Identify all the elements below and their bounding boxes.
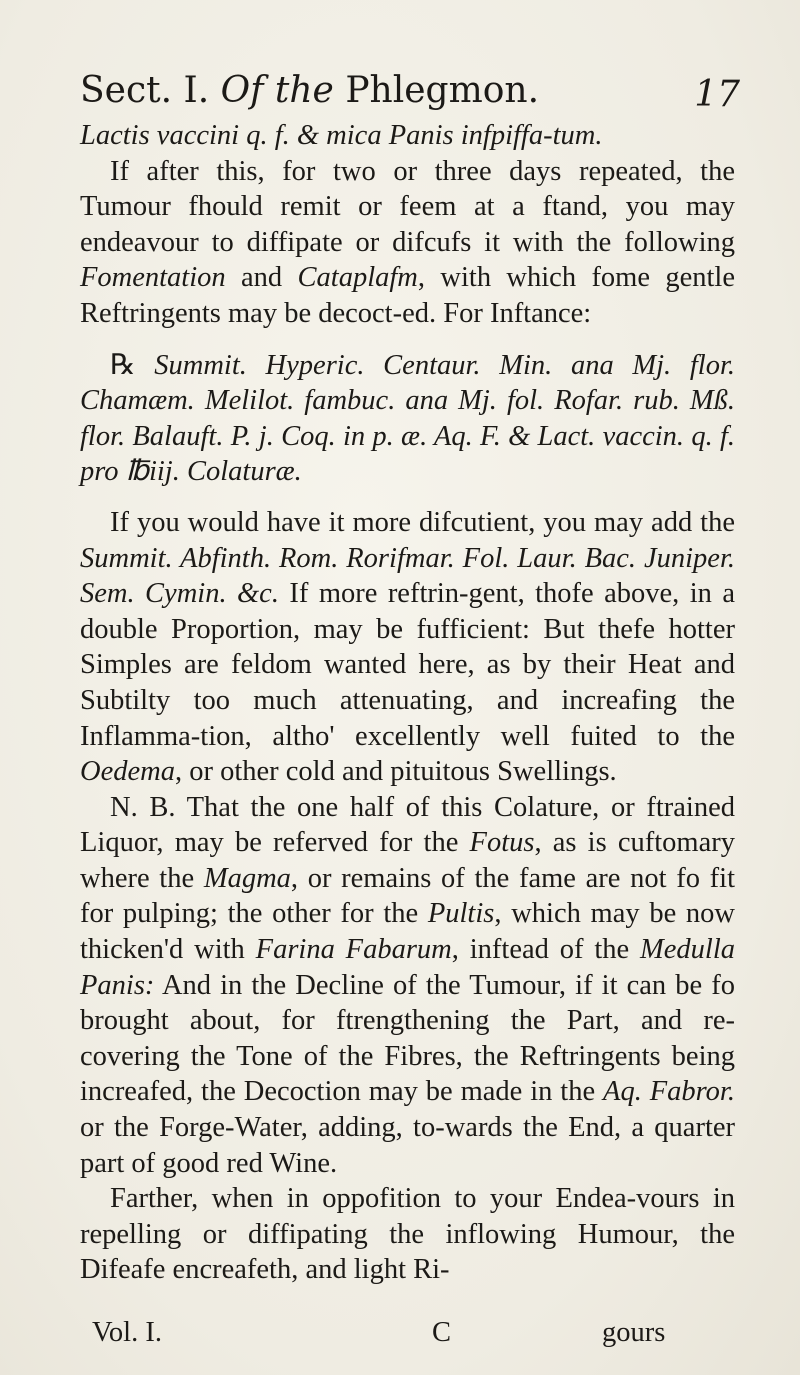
recipe-symbol: ℞: [110, 347, 136, 381]
text-run: Farther, when in oppofition to your Endea-vours in repelling or diffipating the inflowing Humour, the Difeafe encreafeth, and light Ri-: [80, 1183, 735, 1286]
volume-label: Vol. I.: [92, 1317, 162, 1348]
paragraph-fomentation: [80, 154, 735, 332]
text-run: If more reftrin-gent, thofe above, in a double Proportion, may be fufficient: But thefe hotter Simples are feldom wanted here, as by their Heat and Subtilty too much attenuating, and increafing the Inflamma-tion, altho' excellently well fuited to the: [80, 578, 736, 752]
italic-run: Oedema: [80, 756, 175, 788]
text-run: If you would have it more difcutient, you may add the: [110, 506, 735, 538]
running-head-of-the: Of the: [220, 70, 334, 111]
italic-run: Summit. Abfinth. Rom. Rorifmar. Fol. Laur. Bac. Juniper. Sem. Cymin. &c.: [80, 542, 735, 610]
running-head: [80, 66, 539, 116]
text-run: , as is cuftomary where the: [80, 827, 735, 894]
body-text: [80, 118, 735, 1288]
paragraph-nota-bene: [80, 790, 735, 1182]
section-label: Sect. I.: [80, 70, 210, 111]
paragraph-continuation: [80, 118, 735, 154]
text-run: , with which fome gentle Reftringents may be decoct-ed. For Inftance:: [80, 262, 736, 329]
text-run: , or other cold and pituitous Swellings.: [174, 756, 617, 788]
italic-run: Medulla Panis:: [80, 934, 735, 1001]
text-run: , or remains of the fame are not fo fit for pulping; the other for the: [80, 862, 735, 930]
italic-run: Summit. Hyperic. Centaur. Min. ana Mj. flor. Chamæm. Melilot. fambuc. ana Mj. fol. Rofar. rub. Mß. flor. Balauft. P. j. Coq. in p. æ. Aq. F. & Lact. vaccin. q. f. pro ℔iij. Colaturæ.: [80, 349, 735, 488]
italic-run: Magma: [203, 862, 291, 894]
paragraph-discutient: [80, 505, 735, 790]
page-footer: [0, 1317, 800, 1359]
page-number: 17: [694, 74, 740, 115]
text-run: N. B. That the one half of this Colature, or ftrained Liquor, may be referved for the: [80, 791, 735, 859]
italic-run: Farina Fabarum: [255, 934, 452, 966]
italic-run: Lactis vaccini q. f. & mica Panis infpiffa-: [80, 120, 553, 151]
text-run: And in the Decline of the Tumour, if it can be fo brought about, for ftrengthening the Part, and re-covering the Tone of the Fibres, the Reftringents being increafed, the Decoction may be made in the: [80, 969, 735, 1108]
running-head-subject: Phlegmon.: [345, 70, 540, 111]
italic-run: Fotus: [469, 827, 535, 859]
catchword: gours: [602, 1317, 666, 1348]
italic-run: Pultis: [427, 898, 495, 930]
text-run: and: [225, 262, 298, 294]
text-run: , inftead of the: [451, 934, 641, 966]
text-run: If after this, for two or three days repeated, the Tumour fhould remit or feem at a ftand, you may endeavour to diffipate or difcufs it with the following: [80, 155, 735, 258]
signature-mark: C: [432, 1317, 452, 1348]
text-run: , which may be now thicken'd with: [80, 898, 735, 966]
italic-run: Aq. Fabror.: [603, 1076, 735, 1108]
recipe-paragraph: [80, 347, 735, 490]
italic-run: Fomentation: [80, 262, 226, 294]
page-header: [80, 66, 740, 116]
paragraph-farther: [80, 1181, 735, 1288]
italic-run: Cataplafm: [297, 262, 418, 294]
italic-run: tum.: [552, 120, 603, 151]
text-run: or the Forge-Water, adding, to-wards the End, a quarter part of good red Wine.: [80, 1112, 735, 1179]
